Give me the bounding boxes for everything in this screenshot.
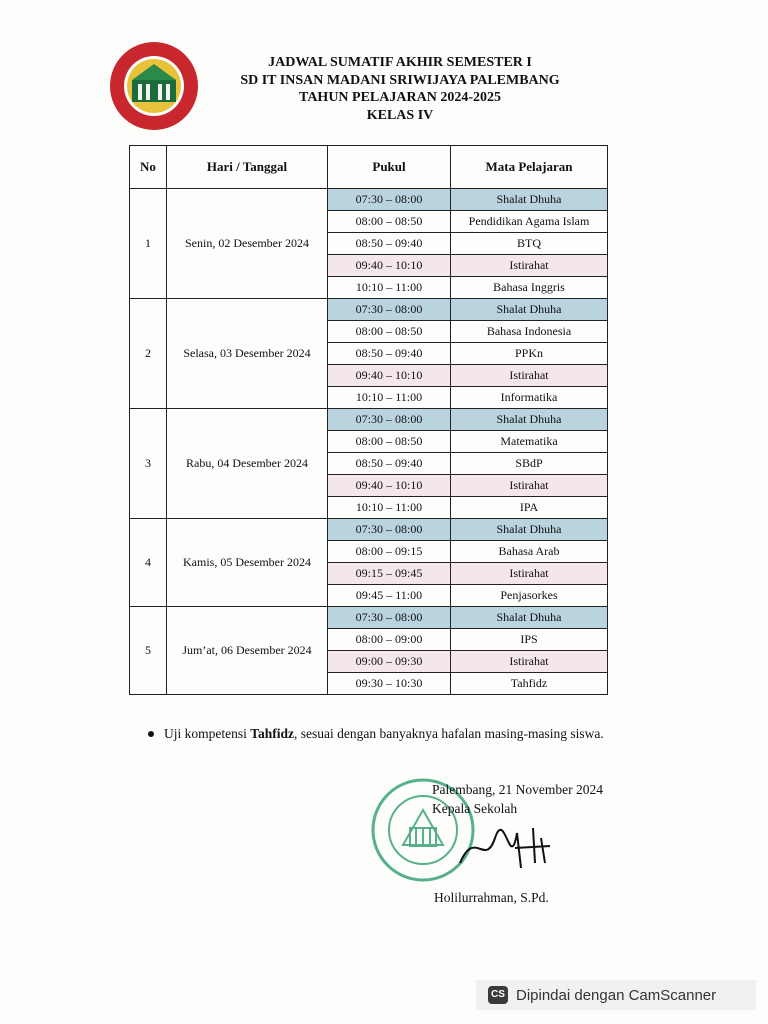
time-cell: 09:40 – 10:10 bbox=[328, 365, 451, 387]
time-cell: 09:40 – 10:10 bbox=[328, 255, 451, 277]
subject-cell: Istirahat bbox=[451, 475, 608, 497]
subject-cell: Matematika bbox=[451, 431, 608, 453]
time-cell: 08:50 – 09:40 bbox=[328, 233, 451, 255]
subject-cell: Shalat Dhuha bbox=[451, 519, 608, 541]
note-item bbox=[148, 726, 604, 742]
time-cell: 08:00 – 09:15 bbox=[328, 541, 451, 563]
day-number-cell: 3 bbox=[130, 409, 167, 519]
camscanner-label: Dipindai dengan CamScanner bbox=[516, 986, 717, 1004]
time-cell: 09:00 – 09:30 bbox=[328, 651, 451, 673]
time-cell: 08:00 – 08:50 bbox=[328, 321, 451, 343]
handwritten-signature bbox=[455, 818, 555, 878]
table-row bbox=[130, 519, 608, 541]
time-cell: 07:30 – 08:00 bbox=[328, 299, 451, 321]
time-cell: 08:00 – 08:50 bbox=[328, 431, 451, 453]
subject-cell: Bahasa Inggris bbox=[451, 277, 608, 299]
subject-cell: Shalat Dhuha bbox=[451, 409, 608, 431]
column-header-time: Pukul bbox=[328, 146, 451, 189]
time-cell: 09:15 – 09:45 bbox=[328, 563, 451, 585]
time-cell: 07:30 – 08:00 bbox=[328, 409, 451, 431]
subject-cell: Bahasa Arab bbox=[451, 541, 608, 563]
subject-cell: Shalat Dhuha bbox=[451, 299, 608, 321]
time-cell: 08:00 – 09:00 bbox=[328, 629, 451, 651]
signer-position: Kepala Sekolah bbox=[432, 801, 518, 816]
camscanner-icon: CS bbox=[488, 986, 508, 1004]
day-number-cell: 1 bbox=[130, 189, 167, 299]
subject-cell: Istirahat bbox=[451, 255, 608, 277]
table-row bbox=[130, 607, 608, 629]
column-header-day: Hari / Tanggal bbox=[167, 146, 328, 189]
column-header-subject: Mata Pelajaran bbox=[451, 146, 608, 189]
column-header-no: No bbox=[130, 146, 167, 189]
subject-cell: Istirahat bbox=[451, 651, 608, 673]
subject-cell: Shalat Dhuha bbox=[451, 607, 608, 629]
time-cell: 10:10 – 11:00 bbox=[328, 497, 451, 519]
day-date-cell: Rabu, 04 Desember 2024 bbox=[167, 409, 328, 519]
title-line-4: KELAS IV bbox=[366, 107, 434, 123]
subject-cell: Istirahat bbox=[451, 365, 608, 387]
subject-cell: Tahfidz bbox=[451, 673, 608, 695]
day-date-cell: Jum’at, 06 Desember 2024 bbox=[167, 607, 328, 695]
title-line-2: SD IT INSAN MADANI SRIWIJAYA PALEMBANG bbox=[240, 72, 560, 88]
subject-cell: BTQ bbox=[451, 233, 608, 255]
day-number-cell: 5 bbox=[130, 607, 167, 695]
subject-cell: Bahasa Indonesia bbox=[451, 321, 608, 343]
subject-cell: Shalat Dhuha bbox=[451, 189, 608, 211]
schedule-table bbox=[129, 145, 608, 695]
subject-cell: SBdP bbox=[451, 453, 608, 475]
time-cell: 08:50 – 09:40 bbox=[328, 343, 451, 365]
time-cell: 10:10 – 11:00 bbox=[328, 277, 451, 299]
time-cell: 07:30 – 08:00 bbox=[328, 607, 451, 629]
signer-name: Holilurrahman, S.Pd. bbox=[434, 890, 549, 905]
day-date-cell: Kamis, 05 Desember 2024 bbox=[167, 519, 328, 607]
subject-cell: IPA bbox=[451, 497, 608, 519]
time-cell: 07:30 – 08:00 bbox=[328, 519, 451, 541]
subject-cell: PPKn bbox=[451, 343, 608, 365]
school-logo bbox=[108, 40, 200, 132]
time-cell: 10:10 – 11:00 bbox=[328, 387, 451, 409]
time-cell: 09:40 – 10:10 bbox=[328, 475, 451, 497]
time-cell: 08:50 – 09:40 bbox=[328, 453, 451, 475]
subject-cell: Informatika bbox=[451, 387, 608, 409]
place-date: Palembang, 21 November 2024 bbox=[432, 782, 603, 797]
day-date-cell: Senin, 02 Desember 2024 bbox=[167, 189, 328, 299]
title-line-1: JADWAL SUMATIF AKHIR SEMESTER I bbox=[268, 55, 532, 70]
day-number-cell: 2 bbox=[130, 299, 167, 409]
table-row bbox=[130, 299, 608, 321]
subject-cell: Pendidikan Agama Islam bbox=[451, 211, 608, 233]
table-row bbox=[130, 189, 608, 211]
time-cell: 09:45 – 11:00 bbox=[328, 585, 451, 607]
subject-cell: Penjasorkes bbox=[451, 585, 608, 607]
table-row bbox=[130, 409, 608, 431]
camscanner-badge bbox=[476, 980, 756, 1010]
bullet-icon bbox=[148, 731, 154, 737]
schedule-body bbox=[130, 189, 608, 695]
day-date-cell: Selasa, 03 Desember 2024 bbox=[167, 299, 328, 409]
time-cell: 09:30 – 10:30 bbox=[328, 673, 451, 695]
note-bold: Tahfidz bbox=[250, 726, 295, 741]
title-line-3: TAHUN PELAJARAN 2024-2025 bbox=[299, 90, 501, 105]
day-number-cell: 4 bbox=[130, 519, 167, 607]
time-cell: 08:00 – 08:50 bbox=[328, 211, 451, 233]
note-prefix: Uji kompetensi bbox=[164, 726, 251, 741]
table-header-row bbox=[130, 146, 608, 189]
signature-block bbox=[432, 780, 603, 818]
subject-cell: IPS bbox=[451, 629, 608, 651]
document-header bbox=[200, 54, 600, 124]
time-cell: 07:30 – 08:00 bbox=[328, 189, 451, 211]
note-suffix: , sesuai dengan banyaknya hafalan masing-masing siswa. bbox=[294, 726, 604, 741]
subject-cell: Istirahat bbox=[451, 563, 608, 585]
